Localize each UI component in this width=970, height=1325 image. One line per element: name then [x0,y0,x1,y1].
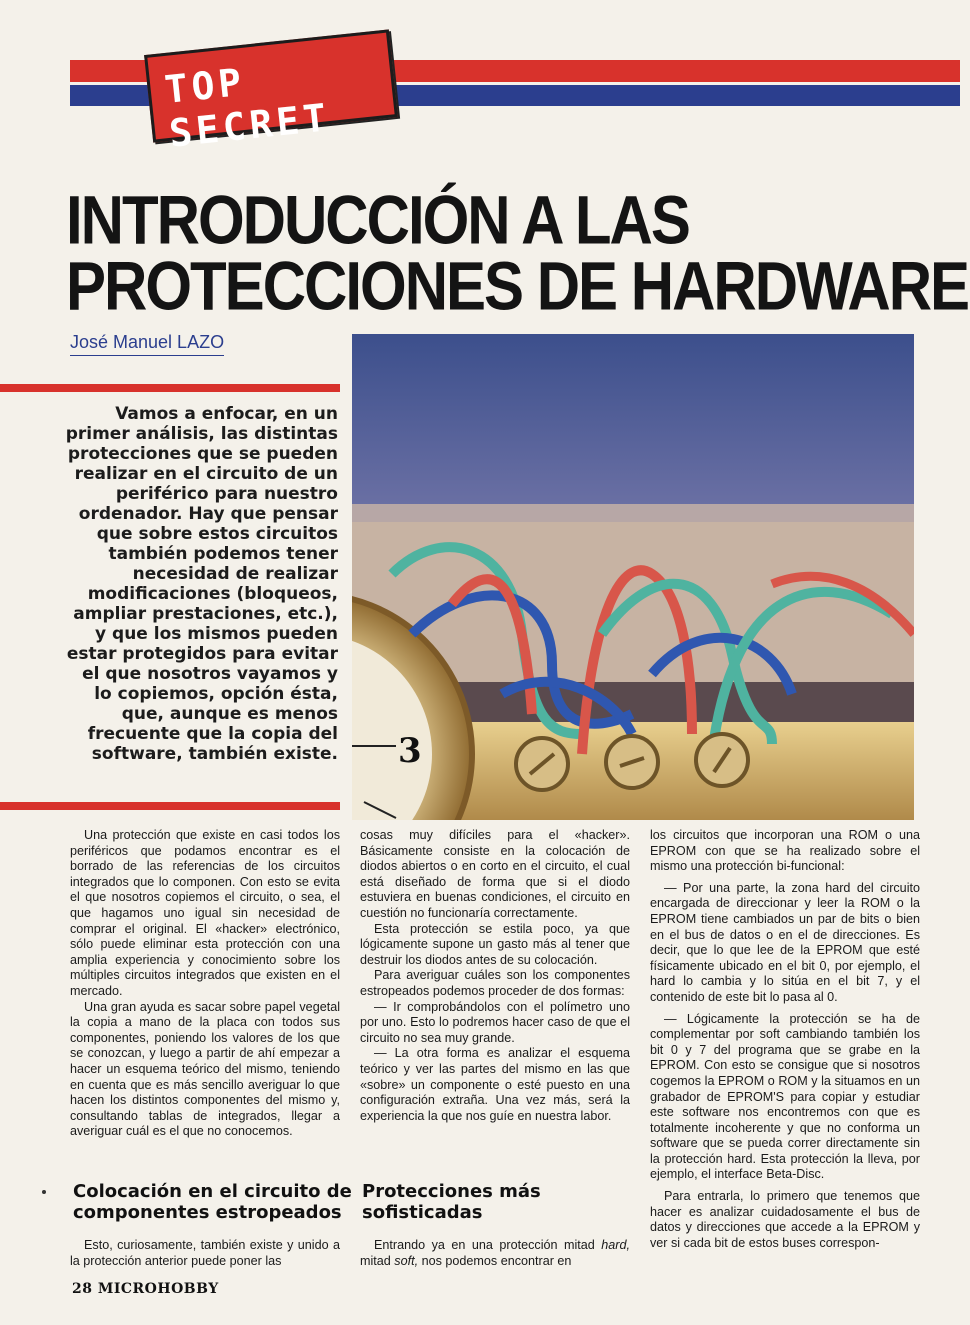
margin-dot [42,1190,46,1194]
column-2-p6-italic-hard: hard, [601,1238,630,1252]
top-secret-logo [144,29,398,156]
article-intro: Vamos a enfocar, en un primer análisis, las distintas protecciones que se pueden realizar en el circuito de un periférico para nuestro ordenador. Hay que pensar que sobre estos circuitos también podemos tener necesidad de realizar modificaciones (bloqueos, ampliar prestaciones, etc.), y que los mismos pueden estar protegidos para evitar el que nosotros vayamos y lo copiemos, opción ésta, que, aunque es menos frecuente que la copia del software, también existe. [65,404,338,764]
column-1-paragraph-1: Una protección que existe en casi todos los periféricos que podamos encontrar es el borrado de las referencias de los circuitos integrados que lo componen. Con esto se evita el que nosotros copiemos el circuito, o sea, el que hagamos uno igual sin necesidad de comprar el original. El «hacker» electrónico, sólo puede eliminar esta protección con una amplia experiencia y conocimiento sobre los múltiples circuitos integrados que existen en el mercado. [70,828,340,998]
article-title-line1: INTRODUCCIÓN A LAS [66,181,689,259]
column-1-heading: Colocación en el circuito de componentes estropeados [73,1181,352,1223]
top-secret-label: TOP SECRET [162,59,333,156]
column-2-p6-c: nos podemos encontrar en [418,1253,572,1268]
column-2-continued [360,1238,630,1269]
intro-top-rule [0,384,340,392]
column-2-paragraph-1: cosas muy difíciles para el «hacker». Básicamente consiste en la colocación de diodos abiertos o en corto en el circuito, el cual está diseñado de forma que si el diodo estuviera en buenas condiciones, el circuito en cuestión no funcionaría correctamente. [360,828,630,920]
column-1 [70,828,340,1140]
intro-bottom-rule [0,802,340,810]
column-2-paragraph-3: Para averiguar cuáles son los componentes estropeados podemos proceder de dos formas: [360,968,630,998]
column-3-paragraph-2: — Por una parte, la zona hard del circuito encargada de direccionar y leer la ROM o la EPROM tiene cambiados un par de bits o bien en el bus de datos o en el de direcciones. Es decir, que lo que lee de la EPROM que esté físicamente ubicado en el bit 0, por ejemplo, el hard lo cambia y lo sitúa en el bit 7, y el contenido de este bit lo pasa al 0. [650,880,920,1004]
column-3-paragraph-4: Para entrarla, lo primero que tenemos que hacer es analizar cuidadosamente el bus de datos y direcciones que accede a la EPROM y ver si cada bit de estos buses correspon- [650,1189,920,1250]
column-2-p6-italic-soft: soft, [394,1253,419,1268]
column-2-p6-b: mitad [360,1253,395,1268]
article-title-line2: PROTECCIONES DE HARDWARE [66,247,969,325]
article-author: José Manuel LAZO [70,332,224,356]
page-footer [72,1281,219,1297]
column-2 [360,828,630,1124]
page-number: 28 [72,1281,93,1297]
circuit-illustration-svg [352,334,914,820]
magazine-name: MICROHOBBY [97,1281,219,1297]
column-2-paragraph-2: Esta protección se estila poco, ya que lógicamente supone un gasto más al tener que destruir los diodos antes de su colocación. [360,921,630,967]
column-2-paragraph-5: — La otra forma es analizar el esquema teórico y ver las partes del mismo en las que «sobre» un componente o esté puesto en una configuración extraña. Una vez más, será la experiencia la que nos guíe en nuestra labor. [360,1046,630,1123]
circuit-illustration [352,334,914,820]
column-3-paragraph-3: — Lógicamente la protección se ha de complementar por soft cambiando también los bit 0 y 7 del programa que se grabe en la EPROM. Con esto se consigue que si nosotros cogemos la EPROM o ROM y la situamos en un grabador de EPROM'S para copiar y estudiar este software nos encontremos con que es totalmente incoherente y que no conforma un software que se pueda correr directamente sin la protección hard. Esta protección la lleva, por ejemplo, el interface Beta-Disc. [650,1011,920,1182]
column-1-continued [70,1238,340,1269]
column-1-paragraph-3: Esto, curiosamente, también existe y unido a la protección anterior puede poner las [70,1238,340,1268]
column-1-paragraph-2: Una gran ayuda es sacar sobre papel vegetal la copia a mano de la placa con todos sus componentes, poniendo los valores de los que se conozcan, y luego a partir de ahí empezar a hacer un esquema teórico del mismo, teniendo en cuenta que es más sencillo averiguar lo que hacen los distintos componentes del mismo y, consultando tablas de integrados, llegar a averiguar cuál es el que no conocemos. [70,999,340,1139]
column-2-paragraph-4: — Ir comprobándolos con el polímetro uno por uno. Esto lo podremos hacer caso de que el circuito no sea muy grande. [360,999,630,1045]
column-3-paragraph-1: los circuitos que incorporan una ROM o una EPROM con que se ha realizado sobre el mismo una protección bi-funcional: [650,828,920,874]
column-3 [650,828,920,1251]
column-2-heading: Protecciones más sofisticadas [362,1181,541,1223]
column-2-p6-a: Entrando ya en una protección mitad [374,1238,602,1252]
illustration-label: 3 [398,731,422,771]
column-2-paragraph-6 [360,1238,630,1269]
